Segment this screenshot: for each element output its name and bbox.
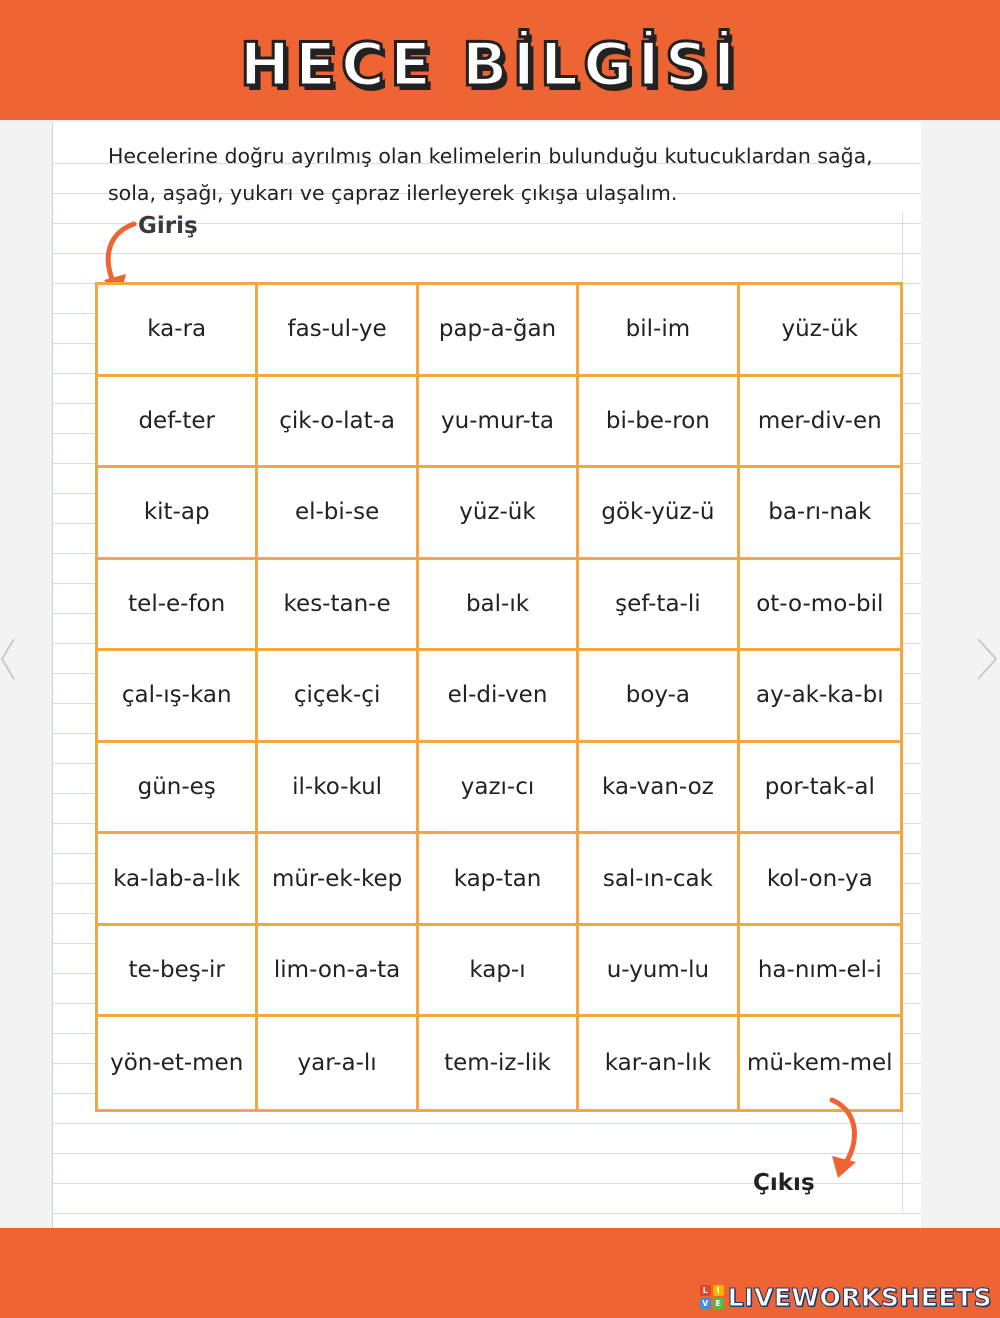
maze-cell[interactable]: mer-div-en	[740, 377, 900, 469]
maze-cell[interactable]: u-yum-lu	[579, 926, 739, 1018]
maze-cell[interactable]: yu-mur-ta	[419, 377, 579, 469]
maze-cell[interactable]: kap-ı	[419, 926, 579, 1018]
maze-cell[interactable]: boy-a	[579, 651, 739, 743]
maze-cell[interactable]: bi-be-ron	[579, 377, 739, 469]
maze-cell[interactable]: kap-tan	[419, 834, 579, 926]
maze-cell[interactable]: yazı-cı	[419, 743, 579, 835]
maze-cell[interactable]: ka-ra	[98, 285, 258, 377]
maze-cell[interactable]: tem-iz-lik	[419, 1017, 579, 1109]
maze-cell[interactable]: kit-ap	[98, 468, 258, 560]
instructions-text: Hecelerine doğru ayrılmış olan kelimelerin bulunduğu kutucuklardan sağa, sola, aşağı, yukarı ve çapraz ilerleyerek çıkışa ulaşalım.	[108, 144, 873, 205]
page-title: HECE BİLGİSİ	[239, 30, 741, 100]
maze-cell[interactable]: kes-tan-e	[258, 560, 418, 652]
maze-cell[interactable]: pap-a-ğan	[419, 285, 579, 377]
maze-cell[interactable]: ka-lab-a-lık	[98, 834, 258, 926]
maze-cell[interactable]: ka-van-oz	[579, 743, 739, 835]
chevron-left-icon[interactable]	[0, 635, 30, 683]
maze-cell[interactable]: kol-on-ya	[740, 834, 900, 926]
exit-arrow-icon	[826, 1094, 866, 1180]
maze-cell[interactable]: çiçek-çi	[258, 651, 418, 743]
maze-cell[interactable]: kar-an-lık	[579, 1017, 739, 1109]
maze-cell[interactable]: bal-ık	[419, 560, 579, 652]
syllable-maze-grid	[95, 282, 903, 1112]
maze-cell[interactable]: yar-a-lı	[258, 1017, 418, 1109]
maze-cell[interactable]: yön-et-men	[98, 1017, 258, 1109]
maze-cell[interactable]: el-di-ven	[419, 651, 579, 743]
brand-mark-icon: L I V E	[700, 1285, 724, 1309]
maze-cell[interactable]: te-beş-ir	[98, 926, 258, 1018]
maze-cell[interactable]: il-ko-kul	[258, 743, 418, 835]
maze-cell[interactable]: fas-ul-ye	[258, 285, 418, 377]
maze-cell[interactable]: yüz-ük	[740, 285, 900, 377]
maze-cell[interactable]: ot-o-mo-bil	[740, 560, 900, 652]
maze-cell[interactable]: çal-ış-kan	[98, 651, 258, 743]
maze-cell[interactable]: ba-rı-nak	[740, 468, 900, 560]
maze-cell[interactable]: por-tak-al	[740, 743, 900, 835]
maze-cell[interactable]: sal-ın-cak	[579, 834, 739, 926]
exit-label: Çıkış	[753, 1170, 815, 1196]
maze-cell[interactable]: el-bi-se	[258, 468, 418, 560]
maze-cell[interactable]: ha-nım-el-i	[740, 926, 900, 1018]
maze-cell[interactable]: gök-yüz-ü	[579, 468, 739, 560]
maze-cell[interactable]: mü-kem-mel	[746, 1050, 893, 1077]
brand-name: LIVEWORKSHEETS	[727, 1282, 992, 1312]
maze-cell[interactable]: bil-im	[579, 285, 739, 377]
maze-cell[interactable]: lim-on-a-ta	[258, 926, 418, 1018]
entry-label: Giriş	[138, 213, 198, 239]
chevron-right-icon[interactable]	[970, 635, 1000, 683]
maze-cell[interactable]: tel-e-fon	[98, 560, 258, 652]
maze-cell[interactable]: şef-ta-li	[579, 560, 739, 652]
brand-logo[interactable]	[700, 1280, 992, 1314]
maze-cell[interactable]: mür-ek-kep	[258, 834, 418, 926]
maze-cell[interactable]: yüz-ük	[419, 468, 579, 560]
maze-cell[interactable]: ay-ak-ka-bı	[740, 651, 900, 743]
maze-cell[interactable]: çik-o-lat-a	[258, 377, 418, 469]
maze-cell[interactable]: def-ter	[98, 377, 258, 469]
maze-cell[interactable]: gün-eş	[98, 743, 258, 835]
